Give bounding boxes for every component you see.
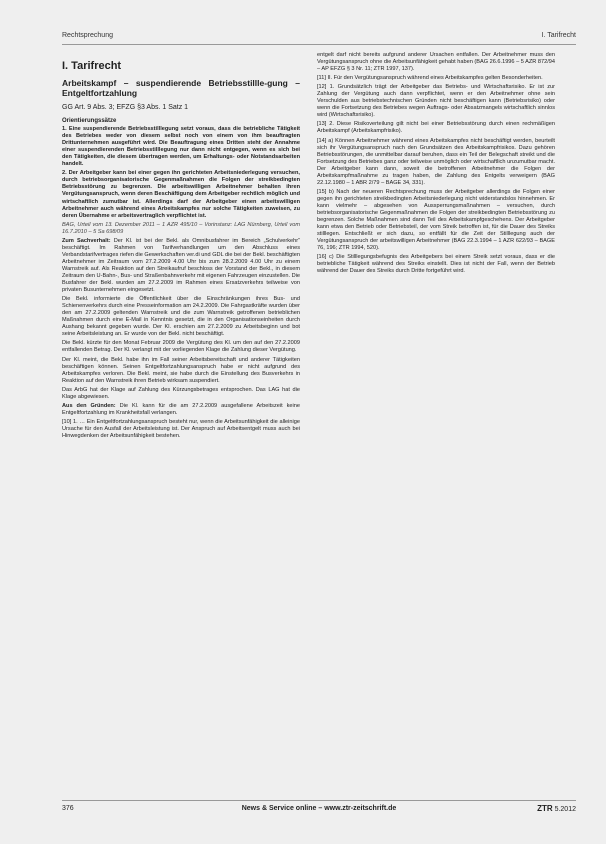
reasons-paragraph-1: Die Kl. kann für die am 27.2.2009 ausgefallene Arbeitszeit keine Entgeltfortzahlung im Krankheitsfall verlangen.	[62, 402, 300, 416]
right-paragraph-6: [15] b) Nach der neueren Rechtsprechung muss der Arbeitgeber allerdings die Folgen einer gegen ihn gerichteten streikbedingten Arbeitsniederlegung nicht widerstandslos hinnehmen. Er kann vielmehr – abgesehen von Aussperrungsmaßnahmen – versuchen, durch betriebsorganisatorische Gegenmaßnahmen die Folgen der streikbedingten Betriebsstörung zu begrenzen. Solche Maßnahmen sind dann Teil des Arbeitskampfgeschehens. Der Arbeitgeber kann etwa den Betrieb oder Betriebsteil, der vom Streik betroffen ist, für die Dauer des Streiks stilllegen. Entschließt er sich dazu, so entfällt für die Zeit der Stilllegung auch der Vergütungsanspruch der arbeitswilligen Arbeitnehmer (BAG 22.3.1994 – 1 AZR 622/93 – BAGE 76, 196; ZTR 1994, 520).	[317, 188, 555, 252]
reasons-paragraph-2: [10] 1. … Ein Entgeltfortzahlungsanspruch besteht nur, wenn die Arbeitsunfähigkeit die alleinige Ursache für den Ausfall der Arbeitsleistung ist. Der Anspruch auf Arbeitsentgelt muss auch bei Hinwegdenken der Arbeitsunfähigkeit bestehen.	[62, 418, 300, 439]
facts-paragraph-5: Das ArbG hat der Klage auf Zahlung des Kürzungsbetrages entsprochen. Das LAG hat die Klage abgewiesen.	[62, 386, 300, 400]
right-paragraph-4: [13] 2. Diese Risikoverteilung gilt nicht bei einer Betriebsstörung durch einen rechmäßigen Arbeitskampf (Arbeitskampfrisiko).	[317, 121, 555, 135]
section-title: I. Tarifrecht	[62, 60, 122, 72]
running-header	[62, 30, 576, 45]
statute-citation: GG Art. 9 Abs. 3; EFZG §3 Abs. 1 Satz 1	[62, 104, 189, 111]
reasons-heading: Aus den Gründen:	[62, 402, 116, 409]
guideline-2: 2. Der Arbeitgeber kann bei einer gegen ihn gerichteten Arbeitsniederlegung versuchen, durch betriebsorganisatorische Gegenmaßnahmen die Folgen der streikbedingten Betriebsstörung zu begrenzen. Die arbeitswilligen Arbeitnehmer behalten ihren Vergütungsanspruch, wenn deren Beschäftigung dem Arbeitgeber rechtlich möglich und wirtschaftlich zumutbar ist. Allerdings darf der Arbeitgeber einen arbeitswilligen Arbeitnehmer auch während eines Arbeitskampfes nur solche Tätigkeiten zuweisen, zu deren Übernahme er arbeitsvertraglich verpflichtet ist.	[62, 170, 300, 219]
facts-paragraph-2: Die Bekl. informierte die Öffentlichkeit über die Einschränkungen ihres Bus- und Schienenverkehrs durch eine Presseinformation am 24.2.2009. Die Fahrgastkräfte wurden über den am 27.2.2009 geltenden Warnstreik und die zum Warnstreik getroffenen betrieblichen Maßnahmen durch eine E-Mail in Kenntnis gesetzt, die in den Organisationseinheiten durch Aushang bekannt gegeben wurde. Der Kl. erschien am 27.2.2009 zu Arbeitsbeginn und bot seine Arbeitsleistung an. Er wurde von der Bekl. nicht beschäftigt.	[62, 296, 300, 338]
right-paragraph-3: [12] 1. Grundsätzlich trägt der Arbeitgeber das Betriebs- und Wirtschaftsrisiko. Er ist zur Zahlung der Vergütung auch dann verpflichtet, wenn er den Arbeitnehmer ohne sein Verschulden aus betriebstechnischen Gründen nicht beschäftigen kann (Betriebsrisiko) oder wenn die Fortsetzung des Betriebes wegen Auftrags- oder Absatzmangels wirtschaftlich sinnlos wird (Wirtschaftsrisiko).	[317, 84, 555, 119]
page-footer	[62, 800, 576, 815]
header-chapter-label: I. Tarifrecht	[541, 32, 576, 39]
page-number: 376	[62, 805, 74, 812]
facts-paragraph-3: Die Bekl. kürzte für den Monat Februar 2009 die Vergütung des Kl. um den auf den 27.2.2009 entfallenden Betrag. Der Kl. verlangt mit der vorliegenden Klage die Zahlung dieser Vergütung.	[62, 340, 300, 354]
right-paragraph-5: [14] a) Können Arbeitnehmer während eines Arbeitskampfes nicht beschäftigt werden, beurteilt sich ihr Vergütungsanspruch nach den Grundsätzen des Arbeitskampfrisikos. Dazu gehören Betriebsstörungen, die unmittelbar darauf beruhen, dass ein Teil der Belegschaft streikt und die Fortsetzung des Betriebes ganz oder teilweise unmöglich oder wirtschaftlich unzumutbar macht. Der Arbeitgeber kann dann, soweit die betroffenen Arbeitnehmer die Folgen der Arbeitskampfmaßnahme zu tragen haben, die Zahlung des Entgelts verweigern (BAG 22.12.1980 – 1 ABR 2/79 – BAGE 34, 331).	[317, 137, 555, 186]
guidelines-heading: Orientierungssätze	[62, 118, 117, 124]
facts-paragraph-4: Der Kl. meint, die Bekl. habe ihn im Fall seiner Arbeitsbereitschaft und anderer Tätigkeiten beschäftigen können. Seinen Entgeltfortzahlungsanspruch habe er nicht aufgrund des Arbeitskampfes verloren. Die Bekl. meint, sie habe durch die Einstellung des Busverkehrs in Reaktion auf den Warnstreik ihren Betrieb wirksam suspendiert.	[62, 356, 300, 384]
footer-website: News & Service online – www.ztr-zeitschrift.de	[241, 805, 397, 812]
article-title: Arbeitskampf – suspendierende Betriebsstillle-gung – Entgeltfortzahlung	[62, 78, 300, 98]
facts-paragraph-1: Der Kl. ist bei der Bekl. als Omnibusfahrer im Bereich „Schulverkehr“ beschäftigt. Im Rahmen von Tarifverhandlungen um den Abschluss eines Verbandstarifvertrages riefen die Gewerkschaften ver.di und GDL die bei der Bekl. beschäftigten Arbeitnehmer im Zeitraum vom 27.2.2009 4.00 Uhr bis zum 28.2.2009 4.00 Uhr zu einem Warnstreik auf. Als Reaktion auf den Streikaufruf beschloss der Vorstand der Bekl., in diesem Zeitraum den U-Bahn-, Bus- und Straßenbahnverkehr mit eigenen Fahrzeugen einzustellen. Die Busfahrer der Bekl. wurden am 27.2.2009 im Rahmen eines Ersatzverkehrs teilweise von privaten Busunternehmen eingesetzt.	[62, 237, 300, 294]
guideline-1: 1. Eine suspendierende Betriebsstilllegung setzt voraus, dass die betriebliche Tätigkeit des Betriebes weder von diesem selbst noch von einem von ihm beauftragten Drittunternehmen ausgeführt wird. Die Beauftragung eines Dritten steht der Annahme einer suspendierenden Betriebsstilllegung nur dann nicht entgegen, wenn es sich bei den Tätigkeiten, die diesem übertragen werden, um Erhaltungs- oder Notstandsarbeiten handelt.	[62, 126, 300, 168]
right-column	[317, 52, 555, 277]
guidelines	[62, 126, 300, 220]
footer-issue	[537, 804, 576, 813]
case-source: BAG, Urteil vom 13. Dezember 2011 – 1 AZR 495/10 – Vorinstanz: LAG Nürnberg, Urteil vom 16.7.2010 – 5 Sa 698/09	[62, 221, 300, 235]
right-paragraph-2: [11] II. Für den Vergütungsanspruch während eines Arbeitskampfes gelten Besonderheiten.	[317, 75, 543, 82]
journal-name: ZTR	[537, 804, 553, 813]
facts-heading: Zum Sachverhalt:	[62, 237, 111, 244]
right-paragraph-1: entgelt darf nicht bereits aufgrund anderer Ursachen entfallen. Der Arbeitnehmer muss den Vergütungsanspruch ohne die Arbeitsunfähigkeit gehabt haben (BAG 26.6.1996 – 5 AZR 872/94 – AP EFZG § 3 Nr. 11; ZTR 1997, 137).	[317, 52, 555, 73]
issue-number: 5.2012	[554, 806, 576, 813]
left-column	[62, 52, 300, 442]
header-section-label: Rechtsprechung	[62, 32, 113, 39]
right-paragraph-7: [16] c) Die Stilllegungsbefugnis des Arbeitgebers bei einem Streik setzt voraus, dass er die betriebliche Tätigkeit während des Streiks einstellt. Dies ist nicht der Fall, wenn der Betrieb während der Dauer des Streiks durch Dritte fortgeführt wird.	[317, 254, 555, 275]
